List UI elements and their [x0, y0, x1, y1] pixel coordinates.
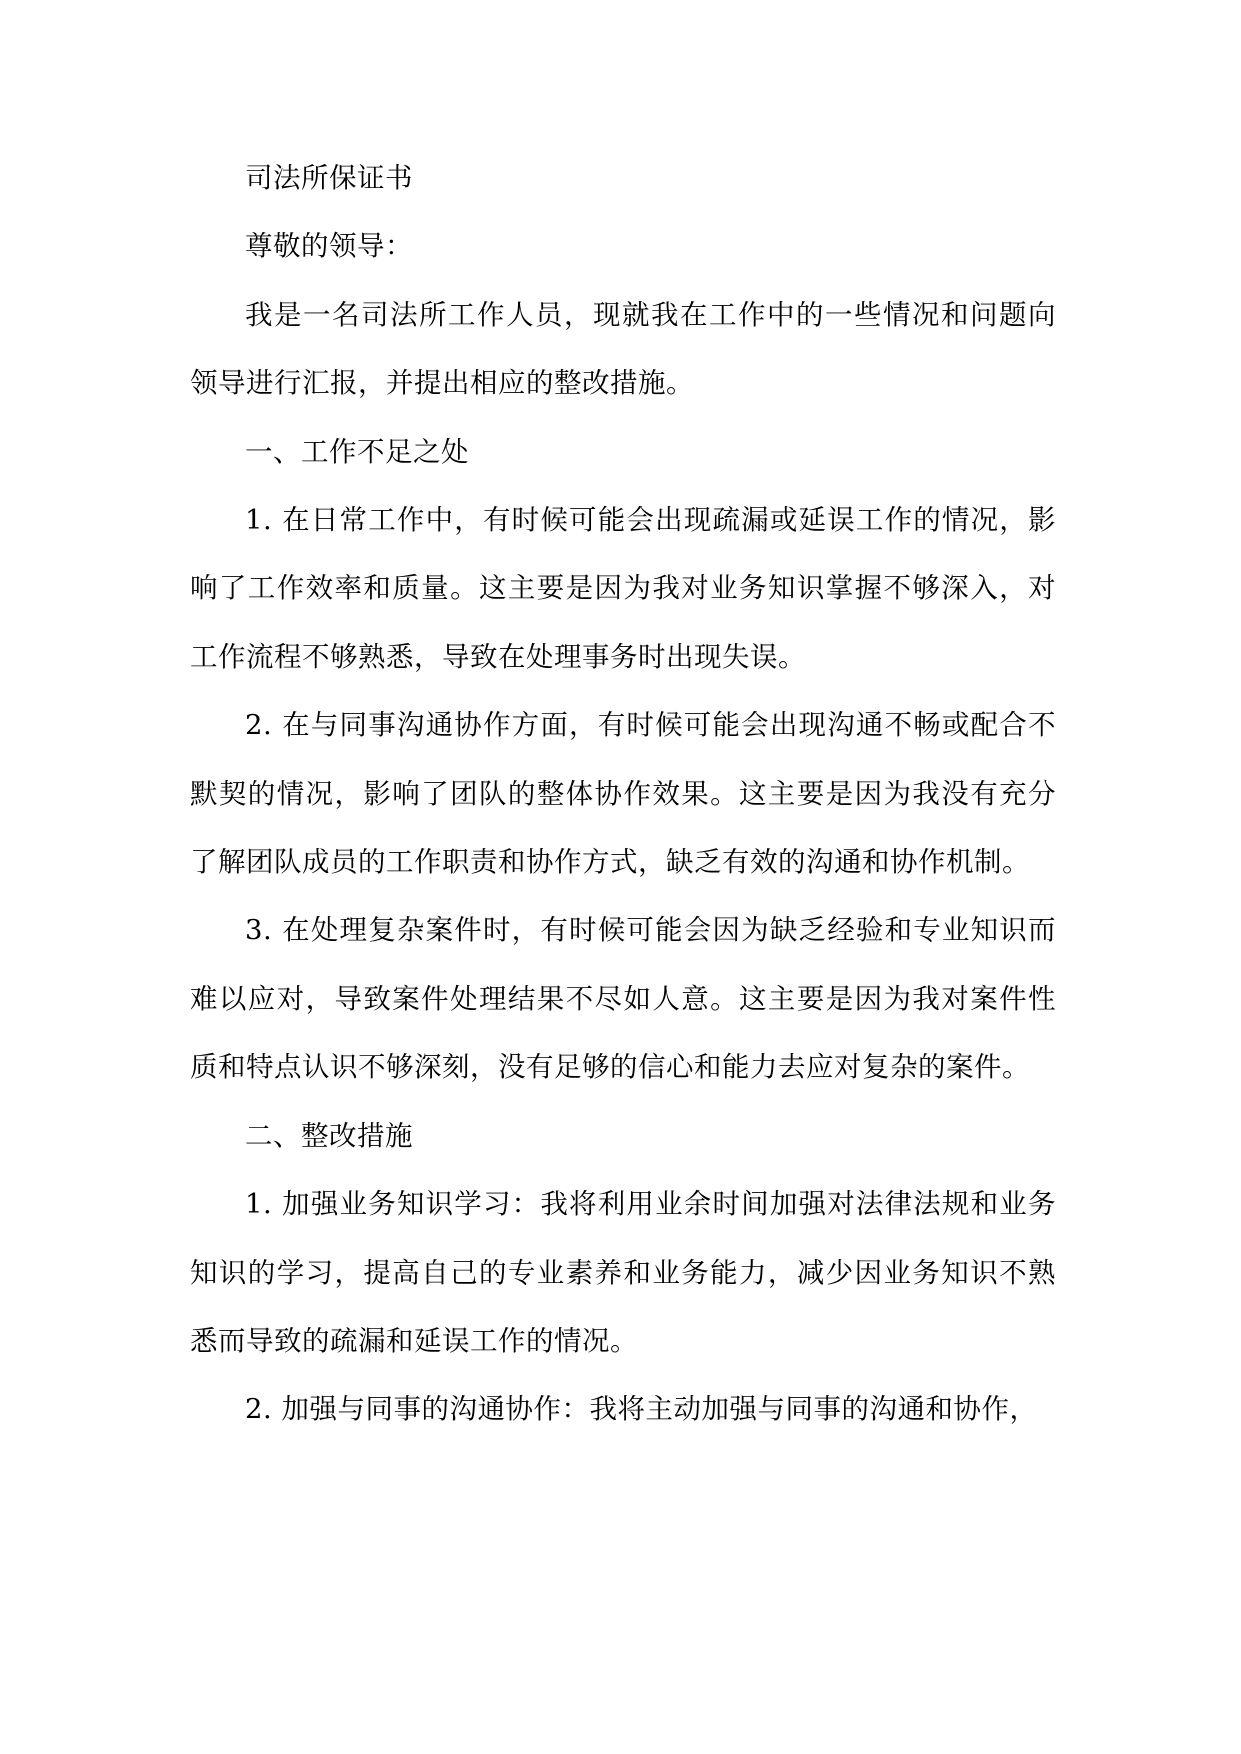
- shortcoming-item-3: 3. 在处理复杂案件时，有时候可能会因为缺乏经验和专业知识而难以应对，导致案件处理结果不尽如人意。这主要是因为我对案件性质和特点认识不够深刻，没有足够的信心和能力去应对复杂的案件。: [190, 914, 1056, 1084]
- section-heading-shortcomings: 一、工作不足之处: [245, 435, 469, 468]
- measure-item-1: 1. 加强业务知识学习：我将利用业余时间加强对法律法规和业务知识的学习，提高自己的专业素养和业务能力，减少因业务知识不熟悉而导致的疏漏和延误工作的情况。: [190, 1188, 1056, 1357]
- measure-item-2: 2. 加强与同事的沟通协作：我将主动加强与同事的沟通和协作，: [245, 1393, 1038, 1426]
- intro-paragraph: 我是一名司法所工作人员，现就我在工作中的一些情况和问题向领导进行汇报，并提出相应的整改措施。: [190, 298, 1056, 400]
- shortcoming-item-2: 2. 在与同事沟通协作方面，有时候可能会出现沟通不畅或配合不默契的情况，影响了团队的整体协作效果。这主要是因为我没有充分了解团队成员的工作职责和协作方式，缺乏有效的沟通和协作机制。: [190, 709, 1056, 879]
- salutation: 尊敬的领导：: [245, 230, 413, 263]
- document-title: 司法所保证书: [245, 162, 413, 194]
- document-body: [190, 144, 1056, 1444]
- shortcoming-item-1: 1. 在日常工作中，有时候可能会出现疏漏或延误工作的情况，影响了工作效率和质量。这主要是因为我对业务知识掌握不够深入，对工作流程不够熟悉，导致在处理事务时出现失误。: [190, 504, 1056, 673]
- section-heading-measures: 二、整改措施: [245, 1119, 413, 1152]
